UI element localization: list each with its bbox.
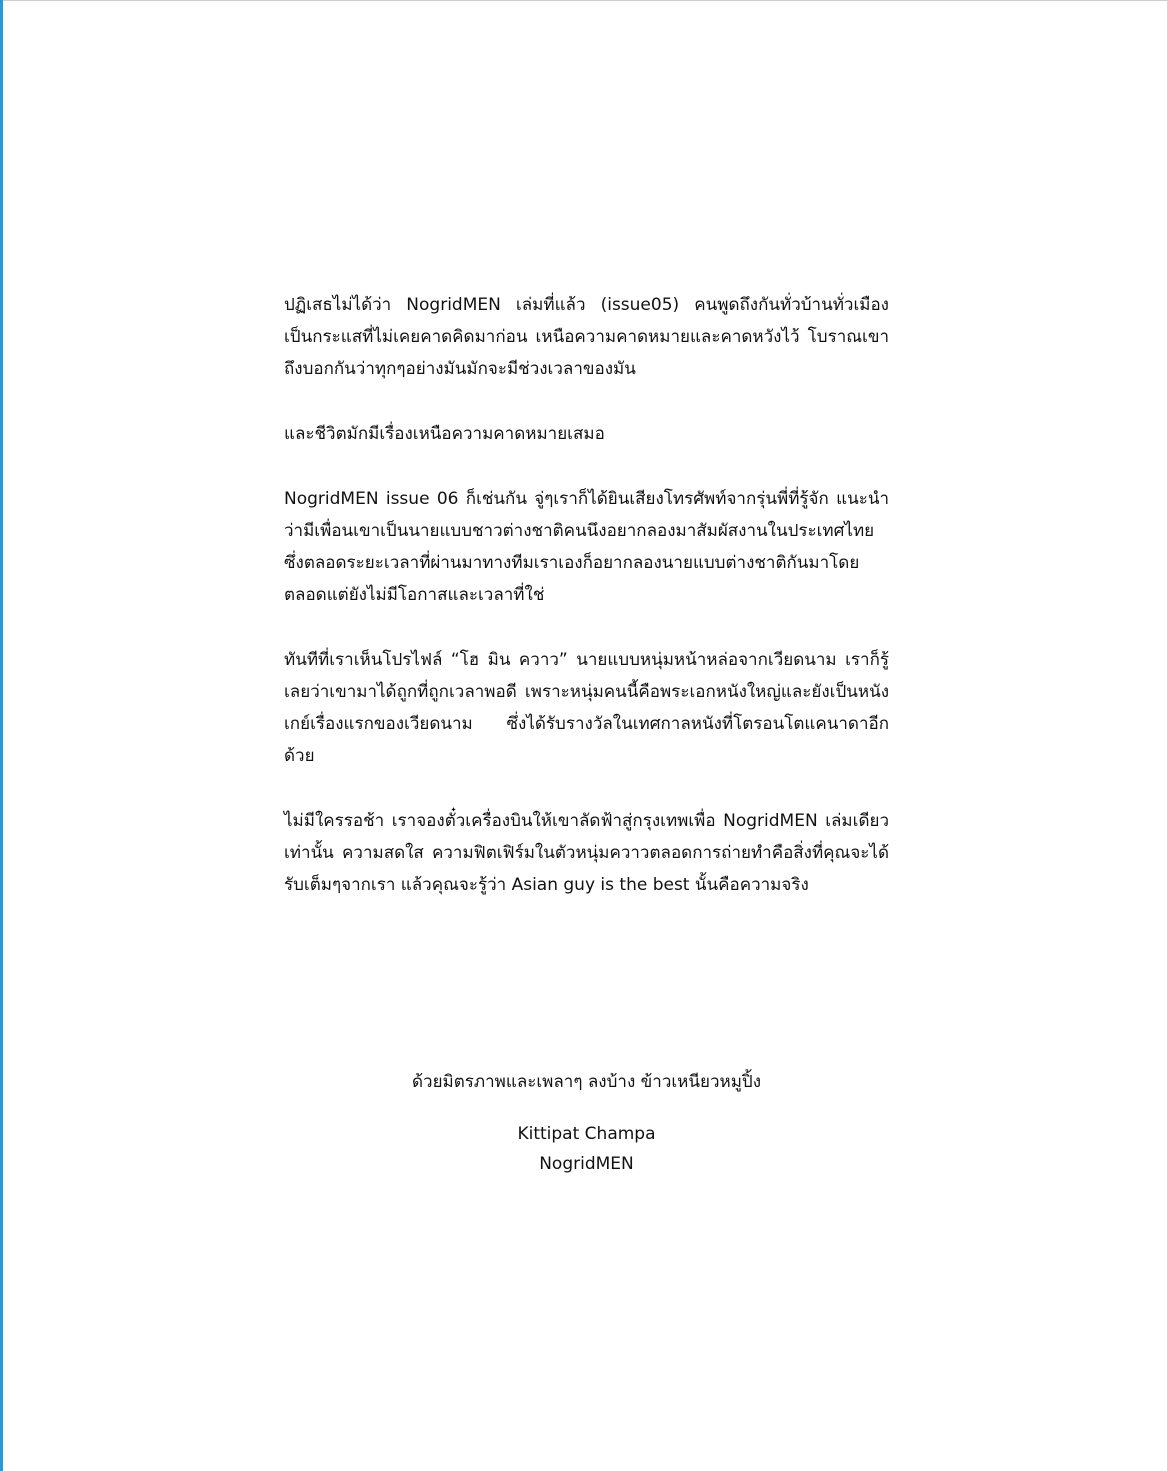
author-name: Kittipat Champa bbox=[517, 1124, 656, 1144]
paragraph-2: และชีวิตมักมีเรื่องเหนือความคาดหมายเสมอ bbox=[284, 424, 605, 444]
top-edge-line bbox=[0, 0, 1167, 1]
editorial-letter bbox=[284, 289, 889, 934]
paragraph-1: ปฏิเสธไม่ได้ว่า NogridMEN เล่มที่แล้ว (issue05) คนพูดถึงกันทั่วบ้านทั่วเมือง เป็นกระแสที่ไม่เคยคาดคิดมาก่อน เหนือความคาดหมายและคาดหวังไว้ โบราณเขาถึงบอกกันว่าทุกๆอย่างมันมักจะมีช่วงเวลาของมัน bbox=[284, 295, 889, 379]
signature-block bbox=[284, 1119, 889, 1179]
paragraph-4: ทันทีที่เราเห็นโปรไฟล์ “โฮ มิน ควาว” นายแบบหนุ่มหน้าหล่อจากเวียดนาม เราก็รู้เลยว่าเขามาได้ถูกที่ถูกเวลาพอดี เพราะหนุ่มคนนี้คือพระเอกหนังใหญ่และยังเป็นหนังเกย์เรื่องแรกของเวียดนาม ซึ่งได้รับรางวัลในเทศกาลหนังที่โตรอนโตแคนาดาอีกด้วย bbox=[284, 650, 889, 766]
paragraph-3: NogridMEN issue 06 ก็เช่นกัน จู่ๆเราก็ได้ยินเสียงโทรศัพท์จากรุ่นพี่ที่รู้จัก แนะนำว่ามีเพื่อนเขาเป็นนายแบบชาวต่างชาติคนนึงอยากลองมาสัมผัสงานในประเทศไทย ซึ่งตลอดระยะเวลาที่ผ่านมาทางทีมเราเองก็อยากลองนายแบบต่างชาติกันมาโดยตลอดแต่ยังไม่มีโอกาสและเวลาที่ใช่ bbox=[284, 489, 889, 605]
signoff-line: ด้วยมิตรภาพและเพลาๆ ลงบ้าง ข้าวเหนียวหมูปิ้ง bbox=[411, 1072, 762, 1092]
left-accent-bar bbox=[0, 0, 3, 1471]
publication-name: NogridMEN bbox=[539, 1154, 634, 1174]
paragraph-5: ไม่มีใครรอช้า เราจองตั๋วเครื่องบินให้เขาลัดฟ้าสู่กรุงเทพเพื่อ NogridMEN เล่มเดียวเท่านั้น ความสดใส ความฟิตเฟิร์มในตัวหนุ่มควาวตลอดการถ่ายทำคือสิ่งที่คุณจะได้รับเต็มๆจากเรา แล้วคุณจะรู้ว่า Asian guy is the best นั้นคือความจริง bbox=[284, 811, 889, 895]
